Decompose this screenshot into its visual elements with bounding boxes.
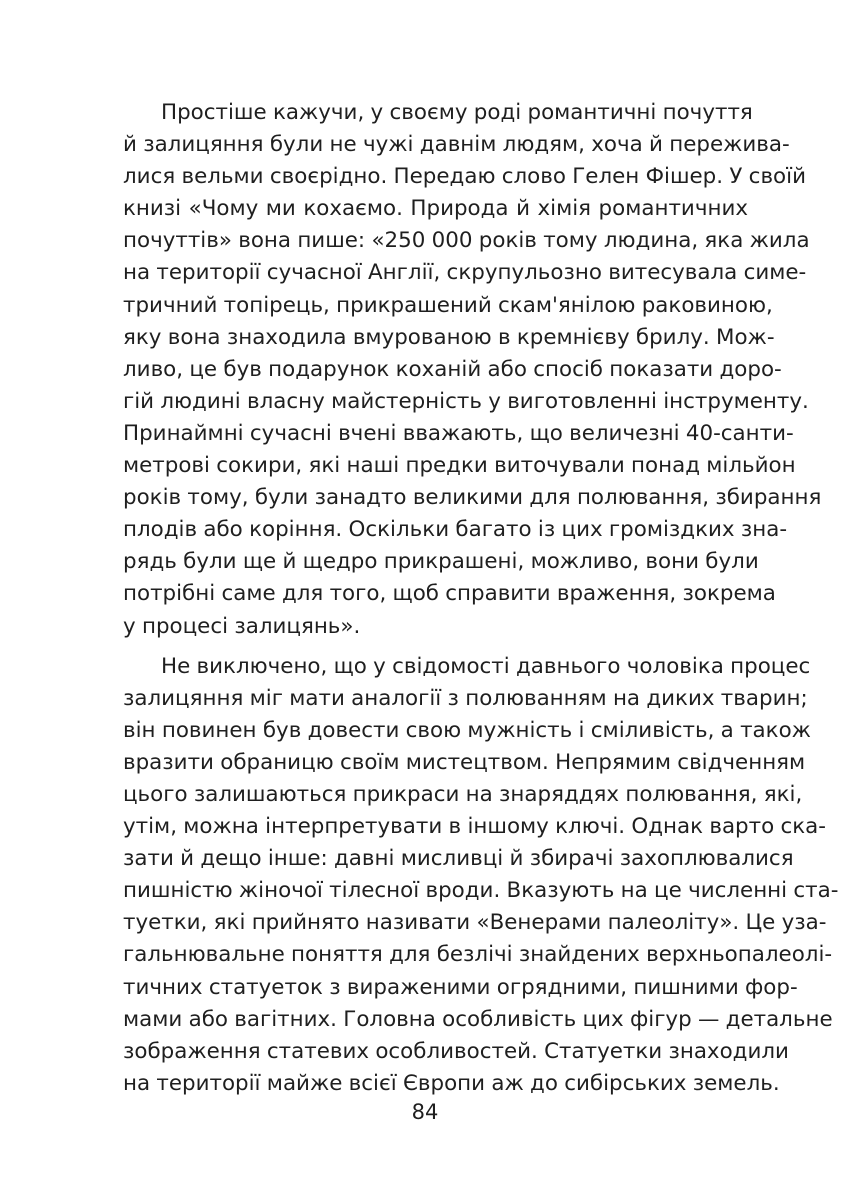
text-line: потрібні саме для того, щоб справити враження, зокрема xyxy=(123,581,776,607)
text-line: мами або вагітних. Головна особливість цих фігур — детальне xyxy=(123,1006,833,1032)
text-line: туетки, які прийнято називати «Венерами палеоліту». Це уза- xyxy=(123,910,827,936)
text-line: тричний топірець, прикрашений скам'янілою раковиною, xyxy=(123,292,773,318)
text-line: утім, можна інтерпретувати в іншому ключі. Однак варто ска- xyxy=(123,814,826,840)
text-line: книзі «Чому ми кохаємо. Природа й хімія романтичних xyxy=(123,196,748,222)
text-line: у процесі залицянь». xyxy=(123,613,361,639)
paragraph xyxy=(123,97,822,643)
text-line: гій людині власну майстерність у виготовленні інструменту. xyxy=(123,388,809,414)
text-line: зображення статевих особливостей. Статуетки знаходили xyxy=(123,1038,789,1064)
text-line: років тому, були занадто великими для полювання, збирання xyxy=(123,485,822,511)
page-number: 84 xyxy=(411,1100,439,1124)
text-line: плодів або коріння. Оскільки багато із цих громіздких зна- xyxy=(123,517,788,543)
text-line: ливо, це був подарунок коханій або спосіб показати доро- xyxy=(123,356,782,382)
text-line: на території сучасної Англії, скрупульозно витесувала симе- xyxy=(123,260,807,286)
text-line: він повинен був довести свою мужність і сміливість, а також xyxy=(123,717,811,743)
text-line: пишністю жіночої тілесної вроди. Вказують на це численні ста- xyxy=(123,878,839,904)
text-line: й залицяння були не чужі давнім людям, хоча й пережива- xyxy=(123,132,790,158)
text-line: гальнювальне поняття для безлічі знайдених верхньопалеолі- xyxy=(123,942,833,968)
text-line: лися вельми своєрідно. Передаю слово Гелен Фішер. У своїй xyxy=(123,164,806,190)
text-line: метрові сокири, які наші предки виточували понад мільйон xyxy=(123,453,796,479)
text-line: зати й дещо інше: давні мисливці й збирачі захоплювалися xyxy=(123,846,794,872)
paragraph xyxy=(123,651,839,1100)
paragraph-gap xyxy=(123,643,748,651)
text-line: почуттів» вона пише: «250 000 років тому людина, яка жила xyxy=(123,228,810,254)
text-line: рядь були ще й щедро прикрашені, можливо, вони були xyxy=(123,549,759,575)
text-line: Принаймні сучасні вчені вважають, що величезні 40-санти- xyxy=(123,420,794,446)
text-line: на території майже всієї Європи аж до сибірських земель. xyxy=(123,1070,780,1096)
main-text xyxy=(123,97,839,1100)
text-line: Не виключено, що у свідомості давнього чоловіка процес xyxy=(161,653,811,679)
text-line: яку вона знаходила вмурованою в кремнієву брилу. Мож- xyxy=(123,324,775,350)
text-line: Простіше кажучи, у своєму роді романтичні почуття xyxy=(161,100,753,125)
text-line: залицяння міг мати аналогії з полюванням на диких тварин; xyxy=(123,685,808,711)
text-line: цього залишаються прикраси на знаряддях полювання, які, xyxy=(123,781,803,807)
text-line: вразити обраницю своїм мистецтвом. Непрямим свідченням xyxy=(123,749,806,775)
text-line: тичних статуеток з вираженими огрядними, пишними фор- xyxy=(123,974,798,1000)
